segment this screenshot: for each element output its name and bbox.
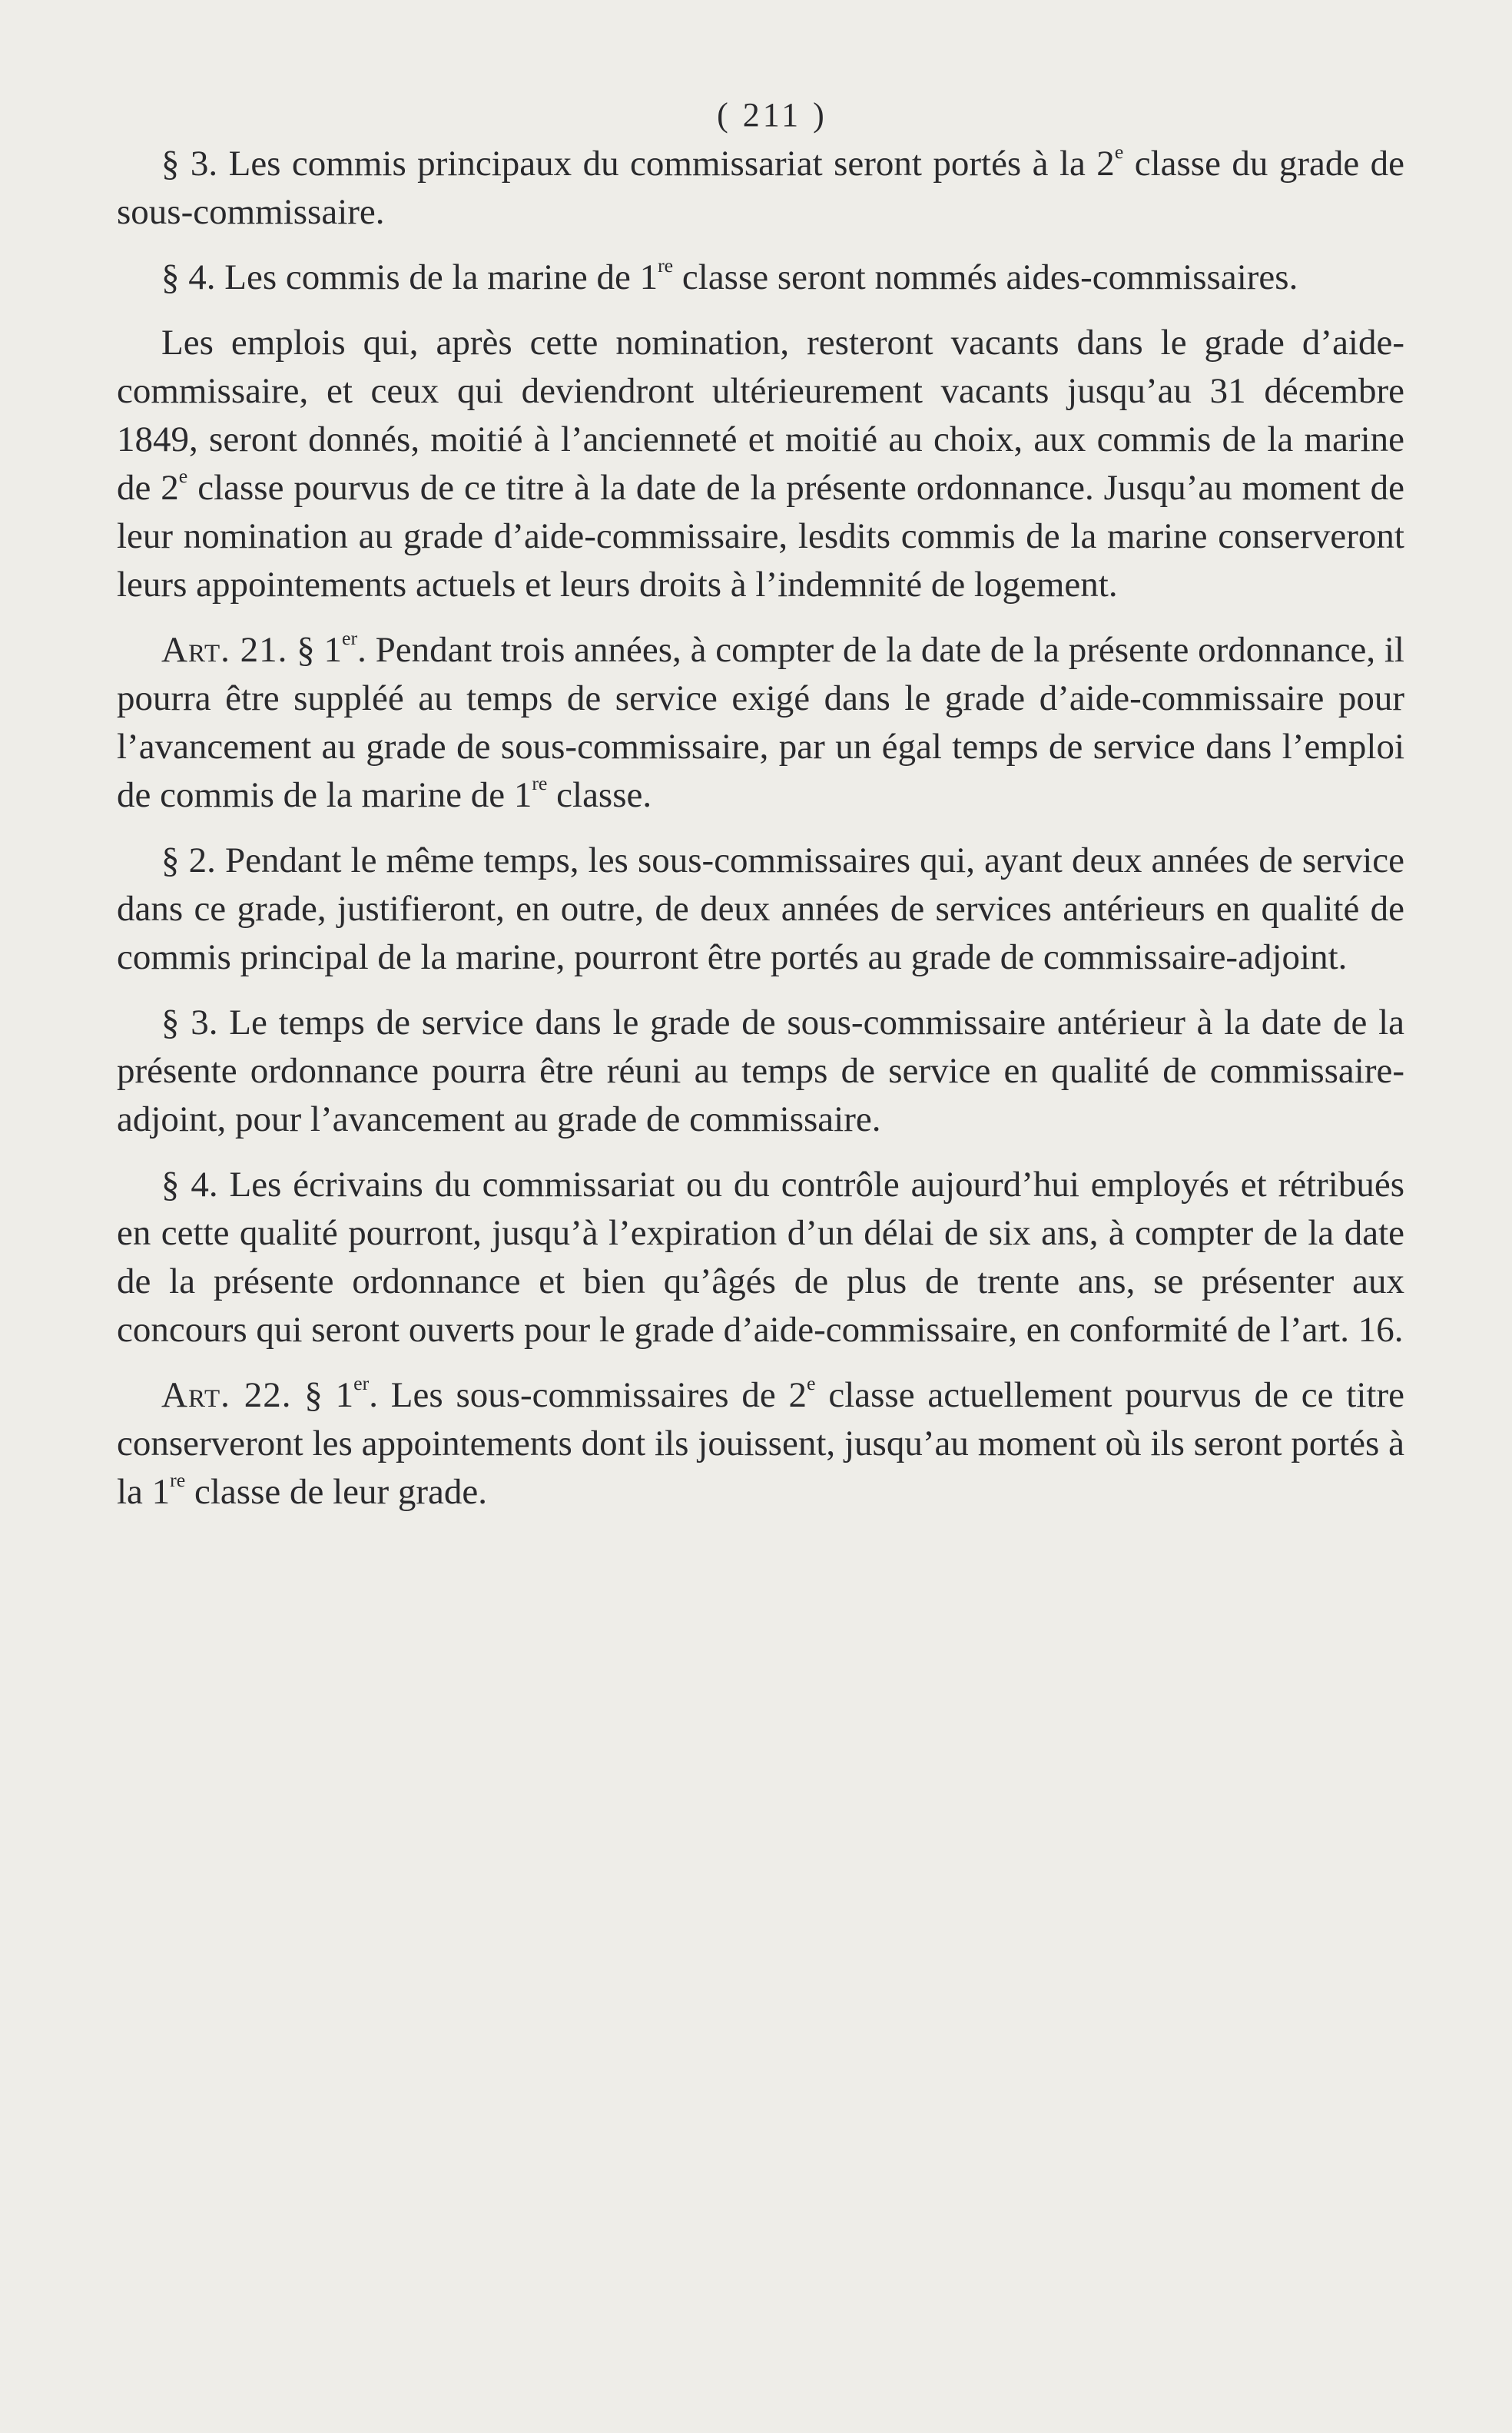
text-run: § 4. Les écrivains du commissariat ou du contrôle aujourd’hui employés et rétribués en cette qualité pourront, jusqu’à l’expiration d’un délai de six ans, à compter de la date de la présente ordonnance et bien qu’âgés de plus de trente ans, se présenter aux concours qui seront ouverts pour le grade d’aide-commissaire, en conformité de l’art. 16. bbox=[117, 1165, 1404, 1350]
article-heading: Art. 22. bbox=[161, 1375, 292, 1415]
paragraph bbox=[117, 999, 1404, 1144]
page-number: ( 211 ) bbox=[717, 96, 827, 134]
superscript-text: e bbox=[1114, 141, 1124, 164]
text-run: § 1 bbox=[287, 630, 342, 670]
superscript-text: re bbox=[532, 772, 548, 795]
text-run: § 2. Pendant le même temps, les sous-commissaires qui, ayant deux années de service dans ce grade, justifieront, en outre, de deux années de services antérieurs en qualité de commis principal de la marine, pourront être portés au grade de commissaire-adjoint. bbox=[117, 840, 1404, 977]
text-run: classe seront nommés aides-commissaires. bbox=[673, 257, 1298, 297]
paragraph bbox=[117, 254, 1404, 302]
superscript-text: re bbox=[170, 1469, 186, 1492]
text-run: § 4. Les commis de la marine de 1 bbox=[161, 257, 658, 297]
paragraph bbox=[117, 319, 1404, 609]
paragraph bbox=[117, 1161, 1404, 1354]
paragraph bbox=[117, 140, 1404, 237]
text-run: § 1 bbox=[291, 1375, 354, 1415]
text-run: Les emplois qui, après cette nomination, resteront vacants dans le grade d’aide-commissaire, et ceux qui deviendront ultérieurement vacants jusqu’au 31 décembre 1849, seront donnés, moitié à l’ancienneté et moitié au choix, aux commis de la marine de 2 bbox=[117, 323, 1404, 508]
superscript-text: re bbox=[658, 254, 674, 277]
superscript-text: er bbox=[342, 627, 358, 650]
superscript-text: e bbox=[807, 1372, 816, 1395]
text-run: § 3. Les commis principaux du commissariat seront portés à la 2 bbox=[161, 144, 1115, 184]
superscript-text: e bbox=[178, 465, 188, 488]
text-run: . Les sous-commissaires de 2 bbox=[369, 1375, 807, 1415]
text-run: § 3. Le temps de service dans le grade de sous-commissaire antérieur à la date de la présente ordonnance pourra être réuni au temps de service en qualité de commissaire-adjoint, pour l’avancement au grade de commissaire. bbox=[117, 1003, 1404, 1139]
paragraph bbox=[117, 837, 1404, 982]
text-run: classe. bbox=[547, 775, 652, 815]
text-run: classe du grade de sous-commissaire. bbox=[117, 144, 1404, 232]
text-run: . Pendant trois années, à compter de la date de la présente ordonnance, il pourra être suppléé au temps de service exigé dans le grade d’aide-commissaire pour l’avancement au grade de sous-commissaire, par un égal temps de service dans l’emploi de commis de la marine de 1 bbox=[117, 630, 1404, 815]
text-run: classe actuellement pourvus de ce titre conserveront les appointements dont ils jouissent, jusqu’au moment où ils seront portés à la 1 bbox=[117, 1375, 1404, 1512]
paragraph bbox=[117, 1371, 1404, 1516]
page-text bbox=[117, 92, 1404, 1533]
superscript-text: er bbox=[353, 1372, 370, 1395]
text-run: classe de leur grade. bbox=[185, 1472, 488, 1512]
text-run: classe pourvus de ce titre à la date de la présente ordonnance. Jusqu’au moment de leur nomination au grade d’aide-commissaire, lesdits commis de la marine conserveront leurs appointements actuels et leurs droits à l’indemnité de logement. bbox=[117, 468, 1404, 605]
paragraph bbox=[117, 626, 1404, 820]
article-heading: Art. 21. bbox=[161, 630, 288, 670]
